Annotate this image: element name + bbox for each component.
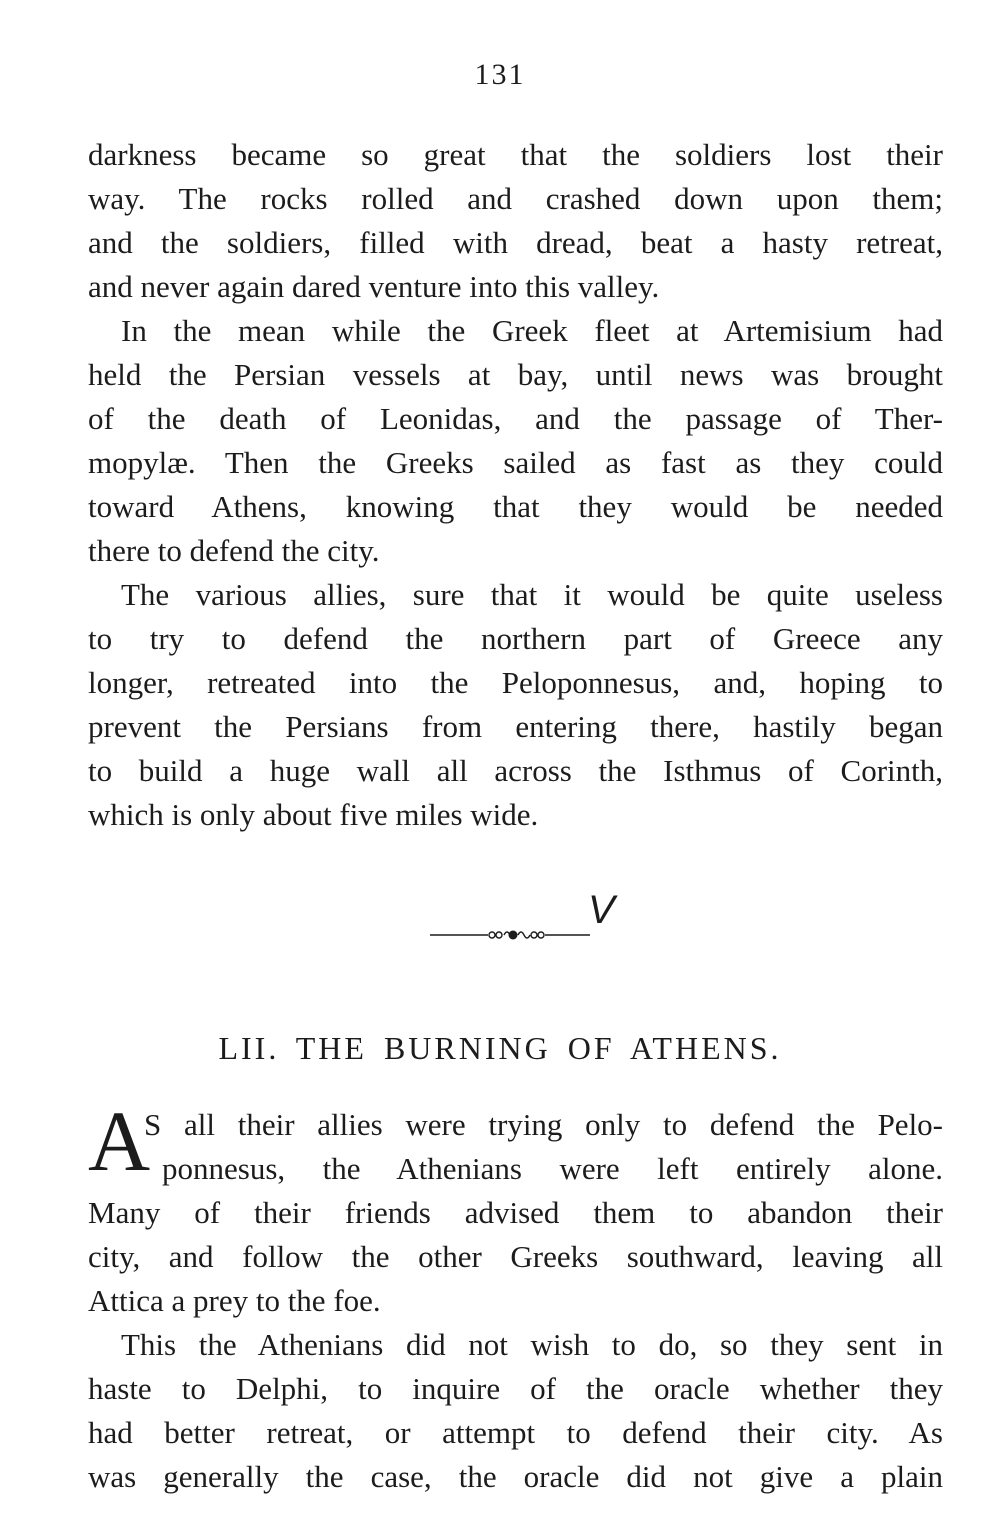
text-line: was generally the case, the oracle did not give a plain — [88, 1459, 943, 1494]
paragraph-greek-fleet — [88, 309, 943, 573]
text-line: to try to defend the northern part of Greece any — [88, 621, 943, 656]
text-line: prevent the Persians from entering there, hastily began — [88, 709, 943, 744]
text-line: held the Persian vessels at bay, until news was brought — [88, 357, 943, 392]
text-line: Many of their friends advised them to abandon their — [88, 1195, 943, 1230]
text-line: ponnesus, the Athenians were left entirely alone. — [162, 1151, 943, 1186]
text-line: mopylæ. Then the Greeks sailed as fast as they could — [88, 445, 943, 480]
text-line: This the Athenians did not wish to do, so they sent in — [121, 1327, 943, 1362]
text-line: to build a huge wall all across the Isthmus of Corinth, — [88, 753, 943, 788]
text-line: S all their allies were trying only to defend the Pelo- — [144, 1107, 943, 1142]
text-line: and never again dared venture into this valley. — [88, 269, 660, 304]
chapter-title: LII. THE BURNING OF ATHENS. — [218, 1030, 782, 1066]
text-line: way. The rocks rolled and crashed down upon them; — [88, 181, 943, 216]
text-line: had better retreat, or attempt to defend their city. As — [88, 1415, 943, 1450]
text-line: toward Athens, knowing that they would be needed — [88, 489, 943, 524]
paragraph-allies — [88, 573, 943, 837]
text-line: The various allies, sure that it would be quite useless — [121, 577, 943, 612]
text-block-bottom — [88, 1103, 943, 1499]
section-ornament — [428, 885, 628, 945]
paragraph-athenians-alone — [88, 1103, 943, 1323]
paragraph-continued — [88, 133, 943, 309]
text-block-top — [88, 133, 943, 837]
handwritten-check-mark: V — [588, 888, 615, 932]
text-line: darkness became so great that the soldiers lost their — [88, 137, 943, 172]
drop-cap: A — [88, 1093, 151, 1189]
page-number: 131 — [474, 58, 526, 91]
text-line: In the mean while the Greek fleet at Artemisium had — [121, 313, 943, 348]
text-line: there to defend the city. — [88, 533, 380, 568]
text-line: of the death of Leonidas, and the passage of Ther- — [88, 401, 943, 436]
text-line: city, and follow the other Greeks southward, leaving all — [88, 1239, 943, 1274]
text-line: which is only about five miles wide. — [88, 797, 539, 832]
text-line: haste to Delphi, to inquire of the oracle whether they — [88, 1371, 943, 1406]
text-line: longer, retreated into the Peloponnesus, and, hoping to — [88, 665, 943, 700]
text-line: Attica a prey to the foe. — [88, 1283, 381, 1318]
paragraph-oracle — [88, 1323, 943, 1499]
text-line: and the soldiers, filled with dread, beat a hasty retreat, — [88, 225, 943, 260]
